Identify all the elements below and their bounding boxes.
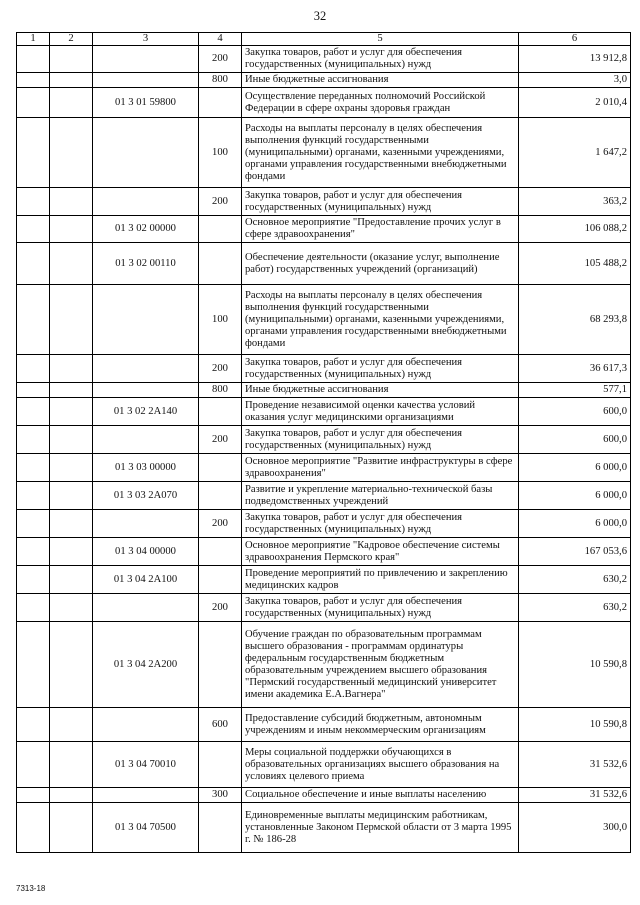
table-row	[17, 383, 631, 398]
cell-amount: 577,1	[519, 383, 631, 398]
cell-col1	[17, 355, 50, 383]
column-header: 3	[93, 33, 199, 46]
cell-target-code	[93, 383, 199, 398]
cell-col1	[17, 285, 50, 355]
cell-name: Иные бюджетные ассигнования	[242, 383, 519, 398]
table-header-row	[17, 33, 631, 46]
cell-col2	[50, 355, 93, 383]
cell-expense-type: 200	[199, 355, 242, 383]
cell-col1	[17, 216, 50, 243]
column-header: 5	[242, 33, 519, 46]
column-header: 6	[519, 33, 631, 46]
cell-expense-type: 200	[199, 510, 242, 538]
cell-name: Закупка товаров, работ и услуг для обеспечения государственных (муниципальных) нужд	[242, 46, 519, 73]
cell-col1	[17, 118, 50, 188]
cell-col2	[50, 454, 93, 482]
cell-amount: 31 532,6	[519, 742, 631, 788]
table-row	[17, 742, 631, 788]
table-row	[17, 622, 631, 708]
cell-col1	[17, 708, 50, 742]
cell-expense-type: 600	[199, 708, 242, 742]
cell-amount: 13 912,8	[519, 46, 631, 73]
cell-name: Обеспечение деятельности (оказание услуг, выполнение работ) государственных учреждений (организаций)	[242, 243, 519, 285]
cell-col1	[17, 803, 50, 853]
cell-amount: 6 000,0	[519, 482, 631, 510]
cell-col1	[17, 243, 50, 285]
cell-name: Развитие и укрепление материально-технической базы подведомственных учреждений	[242, 482, 519, 510]
cell-name: Меры социальной поддержки обучающихся в образовательных организациях высшего образования на условиях целевого приема	[242, 742, 519, 788]
cell-name: Основное мероприятие "Развитие инфраструктуры в сфере здравоохранения"	[242, 454, 519, 482]
cell-target-code: 01 3 02 00110	[93, 243, 199, 285]
cell-expense-type	[199, 566, 242, 594]
cell-target-code	[93, 285, 199, 355]
cell-expense-type	[199, 742, 242, 788]
cell-target-code: 01 3 04 70500	[93, 803, 199, 853]
cell-col1	[17, 742, 50, 788]
cell-col1	[17, 482, 50, 510]
cell-col2	[50, 285, 93, 355]
cell-amount: 167 053,6	[519, 538, 631, 566]
cell-expense-type: 100	[199, 285, 242, 355]
table-row	[17, 398, 631, 426]
cell-expense-type: 800	[199, 73, 242, 88]
cell-name: Иные бюджетные ассигнования	[242, 73, 519, 88]
cell-col2	[50, 742, 93, 788]
cell-col2	[50, 46, 93, 73]
table-row	[17, 188, 631, 216]
cell-name: Предоставление субсидий бюджетным, автономным учреждениям и иным некоммерческим организациям	[242, 708, 519, 742]
cell-target-code: 01 3 03 00000	[93, 454, 199, 482]
cell-col2	[50, 538, 93, 566]
cell-target-code	[93, 426, 199, 454]
cell-name: Закупка товаров, работ и услуг для обеспечения государственных (муниципальных) нужд	[242, 188, 519, 216]
cell-expense-type	[199, 803, 242, 853]
cell-target-code	[93, 594, 199, 622]
cell-expense-type	[199, 482, 242, 510]
cell-col2	[50, 594, 93, 622]
cell-col1	[17, 538, 50, 566]
table-row	[17, 216, 631, 243]
cell-target-code	[93, 118, 199, 188]
table-row	[17, 510, 631, 538]
cell-amount: 600,0	[519, 426, 631, 454]
cell-amount: 31 532,6	[519, 788, 631, 803]
cell-col1	[17, 398, 50, 426]
table-body	[17, 46, 631, 853]
table-row	[17, 426, 631, 454]
budget-table	[16, 32, 631, 853]
cell-amount: 630,2	[519, 594, 631, 622]
cell-col1	[17, 73, 50, 88]
cell-col1	[17, 594, 50, 622]
cell-name: Основное мероприятие "Предоставление прочих услуг в сфере здравоохранения"	[242, 216, 519, 243]
table-row	[17, 118, 631, 188]
table-row	[17, 708, 631, 742]
cell-target-code	[93, 510, 199, 538]
cell-target-code: 01 3 01 59800	[93, 88, 199, 118]
cell-col1	[17, 788, 50, 803]
cell-expense-type: 800	[199, 383, 242, 398]
cell-target-code: 01 3 03 2А070	[93, 482, 199, 510]
cell-target-code: 01 3 02 00000	[93, 216, 199, 243]
cell-col2	[50, 188, 93, 216]
cell-target-code	[93, 73, 199, 88]
cell-col2	[50, 243, 93, 285]
cell-name: Осуществление переданных полномочий Российской Федерации в сфере охраны здоровья граждан	[242, 88, 519, 118]
table-row	[17, 73, 631, 88]
table-row	[17, 285, 631, 355]
cell-col2	[50, 73, 93, 88]
document-footer-code: 7313-18	[16, 884, 46, 893]
cell-col2	[50, 398, 93, 426]
cell-col2	[50, 803, 93, 853]
cell-col2	[50, 482, 93, 510]
cell-name: Расходы на выплаты персоналу в целях обеспечения выполнения функций государственными (муниципальными) органами, казенными учреждениями, органами управления государственными внебюджетными фондами	[242, 285, 519, 355]
cell-name: Закупка товаров, работ и услуг для обеспечения государственных (муниципальных) нужд	[242, 594, 519, 622]
cell-expense-type: 300	[199, 788, 242, 803]
table-row	[17, 454, 631, 482]
cell-expense-type	[199, 538, 242, 566]
cell-target-code	[93, 188, 199, 216]
cell-expense-type: 200	[199, 426, 242, 454]
cell-amount: 68 293,8	[519, 285, 631, 355]
table-row	[17, 538, 631, 566]
cell-name: Закупка товаров, работ и услуг для обеспечения государственных (муниципальных) нужд	[242, 426, 519, 454]
column-header: 1	[17, 33, 50, 46]
cell-name: Обучение граждан по образовательным программам высшего образования - программам ординатуры федеральным государственным бюджетным образовательным учреждением высшего образования "Пермский государственный медицинский университет имени академика Е.А.Вагнера"	[242, 622, 519, 708]
cell-expense-type	[199, 398, 242, 426]
table-row	[17, 88, 631, 118]
cell-amount: 2 010,4	[519, 88, 631, 118]
cell-amount: 36 617,3	[519, 355, 631, 383]
cell-name: Расходы на выплаты персоналу в целях обеспечения выполнения функций государственными (муниципальными) органами, казенными учреждениями, органами управления государственными внебюджетными фондами	[242, 118, 519, 188]
cell-target-code: 01 3 04 70010	[93, 742, 199, 788]
cell-name: Закупка товаров, работ и услуг для обеспечения государственных (муниципальных) нужд	[242, 355, 519, 383]
cell-target-code: 01 3 04 2А200	[93, 622, 199, 708]
cell-name: Проведение мероприятий по привлечению и закреплению медицинских кадров	[242, 566, 519, 594]
cell-col1	[17, 454, 50, 482]
cell-amount: 10 590,8	[519, 708, 631, 742]
page-number: 32	[313, 9, 327, 23]
table-row	[17, 243, 631, 285]
table-row	[17, 566, 631, 594]
cell-col2	[50, 426, 93, 454]
cell-col1	[17, 510, 50, 538]
cell-target-code	[93, 788, 199, 803]
cell-col1	[17, 46, 50, 73]
table-row	[17, 482, 631, 510]
cell-amount: 6 000,0	[519, 454, 631, 482]
cell-expense-type: 200	[199, 188, 242, 216]
cell-col2	[50, 510, 93, 538]
cell-expense-type: 200	[199, 594, 242, 622]
cell-expense-type	[199, 622, 242, 708]
cell-col1	[17, 426, 50, 454]
cell-name: Единовременные выплаты медицинским работникам, установленные Законом Пермской области от 3 марта 1995 г. № 186-28	[242, 803, 519, 853]
cell-name: Проведение независимой оценки качества условий оказания услуг медицинскими организациями	[242, 398, 519, 426]
cell-target-code	[93, 355, 199, 383]
cell-expense-type	[199, 454, 242, 482]
cell-amount: 363,2	[519, 188, 631, 216]
cell-col2	[50, 88, 93, 118]
column-header: 4	[199, 33, 242, 46]
cell-col2	[50, 622, 93, 708]
cell-expense-type	[199, 88, 242, 118]
cell-amount: 6 000,0	[519, 510, 631, 538]
cell-col2	[50, 708, 93, 742]
cell-name: Основное мероприятие "Кадровое обеспечение системы здравоохранения Пермского края"	[242, 538, 519, 566]
table-row	[17, 355, 631, 383]
cell-amount: 105 488,2	[519, 243, 631, 285]
cell-name: Закупка товаров, работ и услуг для обеспечения государственных (муниципальных) нужд	[242, 510, 519, 538]
cell-expense-type	[199, 243, 242, 285]
cell-col1	[17, 622, 50, 708]
cell-col2	[50, 118, 93, 188]
cell-col2	[50, 383, 93, 398]
cell-expense-type: 200	[199, 46, 242, 73]
cell-amount: 630,2	[519, 566, 631, 594]
cell-col2	[50, 216, 93, 243]
cell-amount: 600,0	[519, 398, 631, 426]
cell-col2	[50, 788, 93, 803]
cell-amount: 3,0	[519, 73, 631, 88]
cell-amount: 106 088,2	[519, 216, 631, 243]
table-row	[17, 803, 631, 853]
cell-target-code: 01 3 04 00000	[93, 538, 199, 566]
table-row	[17, 46, 631, 73]
cell-target-code	[93, 708, 199, 742]
cell-expense-type: 100	[199, 118, 242, 188]
cell-target-code: 01 3 02 2А140	[93, 398, 199, 426]
cell-name: Социальное обеспечение и иные выплаты населению	[242, 788, 519, 803]
cell-col1	[17, 88, 50, 118]
cell-col1	[17, 188, 50, 216]
column-header: 2	[50, 33, 93, 46]
cell-col2	[50, 566, 93, 594]
cell-amount: 1 647,2	[519, 118, 631, 188]
cell-expense-type	[199, 216, 242, 243]
cell-target-code	[93, 46, 199, 73]
cell-target-code: 01 3 04 2А100	[93, 566, 199, 594]
table-row	[17, 594, 631, 622]
table-row	[17, 788, 631, 803]
cell-amount: 300,0	[519, 803, 631, 853]
cell-amount: 10 590,8	[519, 622, 631, 708]
cell-col1	[17, 566, 50, 594]
cell-col1	[17, 383, 50, 398]
